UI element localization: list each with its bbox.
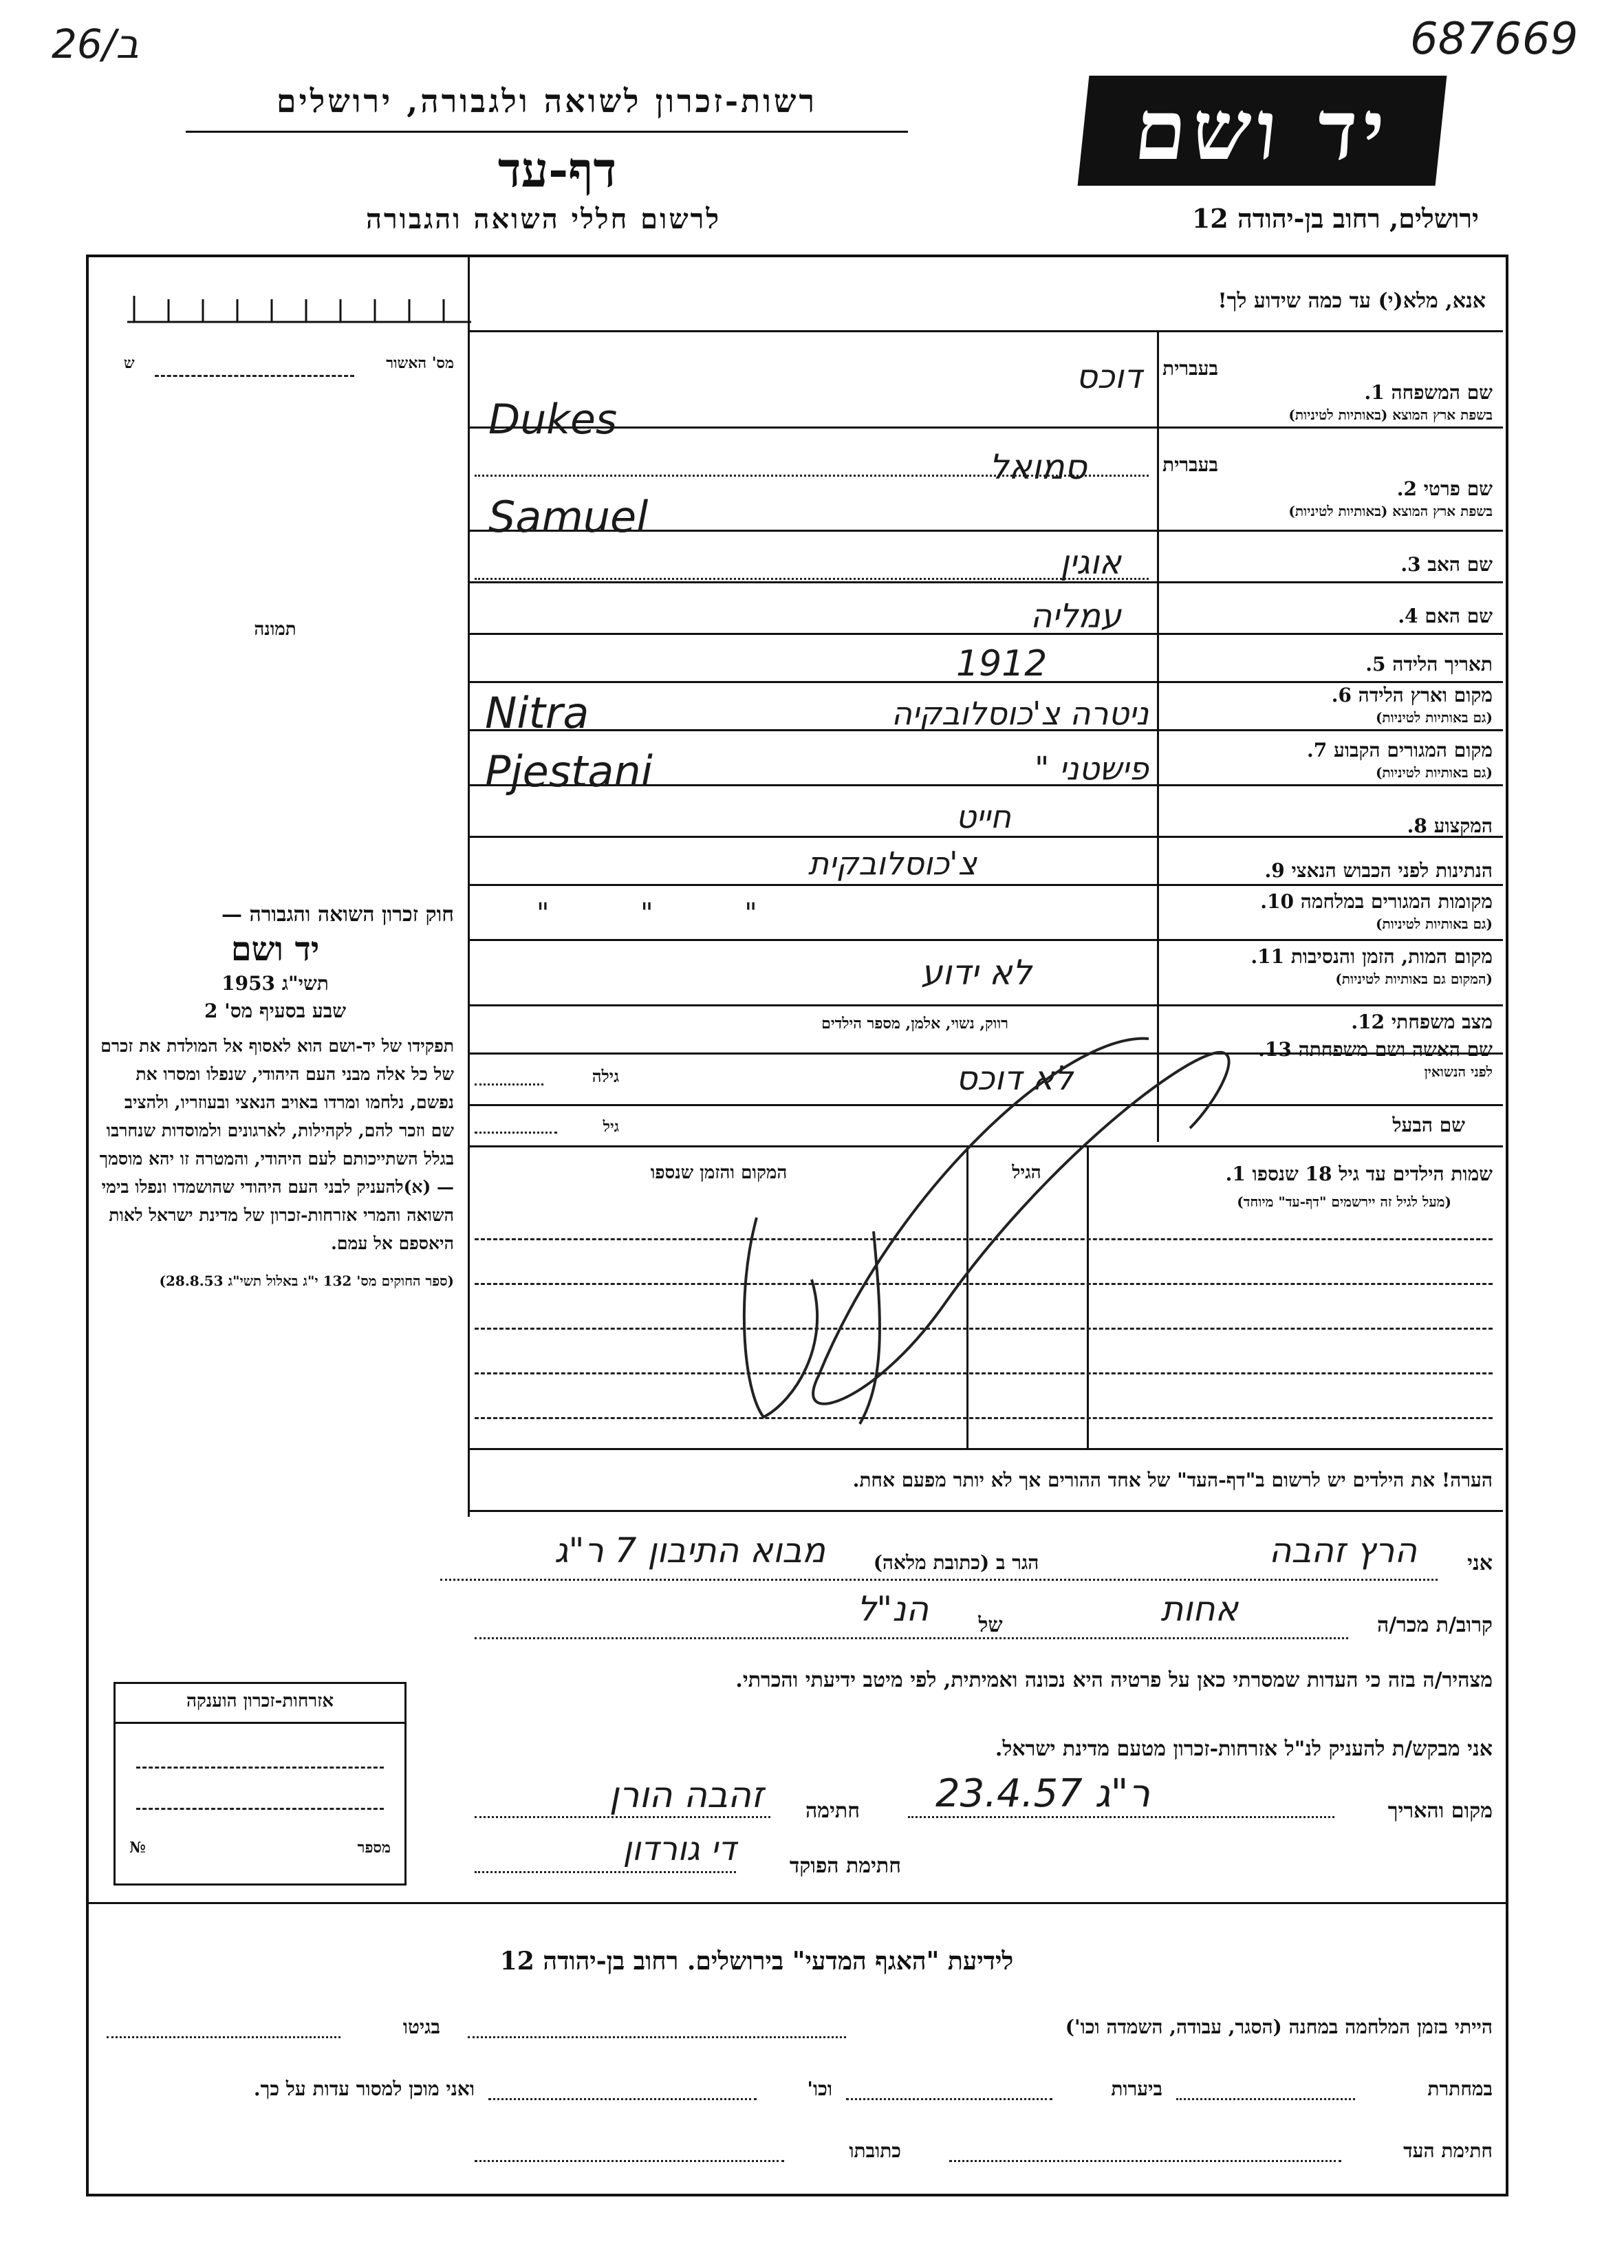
wife-name: לא דוכס [955, 1059, 1073, 1098]
father-name: אוגין [1060, 543, 1121, 582]
row-9-label: הנתינות לפני הכבוש הנאצי 9. [1264, 859, 1493, 882]
death-place: לא ידוע [920, 953, 1032, 993]
marital-status-options: רווק, נשוי, אלמן, מספר הילדים [821, 1015, 1008, 1033]
resident-label: הגר ב (כתובת מלאה) [873, 1551, 1039, 1574]
footer-forests: ביערות [1111, 2077, 1162, 2100]
surname-latin: Dukes [488, 396, 618, 444]
children-label: שמות הילדים עד גיל 18 שנספו 1. [1225, 1163, 1493, 1185]
footer-line1-camp: הייתי בזמן המלחמה במחנה (הסגר, עבודה, השמדה וכו') [1065, 2016, 1493, 2038]
row-1-lang: בעברית [1162, 357, 1219, 380]
place-date-label: מקום והאריך [1387, 1799, 1493, 1823]
husband-label: שם הבעל [1392, 1114, 1465, 1136]
nationality: צ'כוסלובקית [808, 845, 977, 882]
cert-box-title: אזרחות-זכרון הוענקה [186, 1691, 334, 1711]
firstname-latin: Samuel [488, 492, 649, 542]
row-4-label: שם האם 4. [1398, 605, 1493, 627]
row-10-label: מקומות המגורים במלחמה 10. (גם באותיות לטיניות) [1260, 890, 1493, 932]
corner-ref-right: 687669 [1410, 14, 1579, 65]
footer-testimony: ואני מוכן למסור עדות על כך. [253, 2077, 475, 2100]
birthplace-hebrew: ניטרה צ'כוסלובקיה [891, 695, 1149, 732]
law-heading: חוק זכרון השואה והגבורה — [221, 903, 454, 927]
row-5-label: תאריך הלידה 5. [1365, 653, 1493, 676]
firstname-hebrew: סמואל [989, 447, 1087, 487]
signature-label: חתימה [805, 1799, 860, 1823]
children-note: הערה! את הילדים יש לרשום ב"דף-העד" של אחד ההורים אך לא יותר מפעם אחת. [852, 1469, 1493, 1491]
relative-value: אחות [1160, 1589, 1238, 1629]
place-date-value: ר"ג 23.4.57 [935, 1771, 1150, 1816]
children-age-header: הגיל [1012, 1163, 1041, 1183]
row-6-label: מקום וארץ הלידה 6. (גם באותיות לטיניות) [1331, 684, 1493, 726]
residence-latin: Pjestani [485, 746, 653, 797]
certificate-label: מס' האשור [386, 354, 454, 372]
row-8-label: המקצוע 8. [1407, 814, 1493, 837]
corner-ref-left: 26/ב [52, 21, 139, 67]
pen-cross-out-strokes [653, 1018, 1273, 1431]
law-reference: (ספר החוקים מס' 132 י"ג באלול תשי"ג 28.8.53) [159, 1273, 454, 1289]
law-logo: יד ושם [230, 930, 320, 969]
row-7-label: מקום המגורים הקבוע 7. (גם באותיות לטיניות) [1307, 739, 1493, 781]
declarant-name: הרץ זהבה [1268, 1531, 1417, 1570]
birthplace-latin: Nitra [485, 688, 589, 738]
wartime-residence: " " " [537, 898, 799, 929]
birth-label-13: גילה [592, 1066, 619, 1086]
cert-box-number: מספר [357, 1839, 391, 1857]
signature-value: זהבה הורן [609, 1775, 764, 1816]
declaration-statement: מצהיר/ה בזה כי העדות שמסרתי כאן על פרטיה היא נכונה ואמיתית, לפי מיטב ידיעתי והכרתי. [735, 1668, 1493, 1692]
declarant-label: אני [1467, 1551, 1493, 1575]
footer-address: כתובתו [849, 2139, 901, 2162]
of-label: של [978, 1613, 1003, 1637]
residence-hebrew: פישטני " [1035, 750, 1149, 787]
certificate-suffix: ש [124, 354, 135, 372]
law-sidebar [96, 901, 454, 1290]
yad-vashem-logo: יד ושם [1078, 76, 1447, 186]
age-label: גיל [603, 1118, 619, 1136]
row-2-label: שם פרטי 2. בשפת ארץ המוצא (באותיות לטיניות) [1288, 477, 1493, 519]
memorial-citizenship-box: אזרחות-זכרון הוענקה מספר № [113, 1682, 407, 1886]
declaration-request: אני מבקש/ת להעניק לנ"ל אזרחות-זכרון מטעם מדינת ישראל. [995, 1737, 1493, 1761]
relative-label: קרוב/ת מכר/ה [1376, 1613, 1493, 1637]
law-clause: שבע בסעיף מס' 2 [204, 1000, 347, 1022]
form-title: דף-עד [497, 141, 617, 198]
authority-title: רשות-זכרון לשואה ולגבורה, ירושלים [276, 83, 818, 120]
footer-underground: במחתרת [1427, 2077, 1493, 2100]
footer-witness-signature: חתימת העד [1403, 2139, 1493, 2162]
children-place-header: המקום והזמן שנספו [650, 1163, 788, 1183]
row-2-lang: בעברית [1162, 453, 1219, 476]
row-12-label: מצב משפחתי 12. [1351, 1011, 1493, 1033]
photo-label: תמונה [254, 619, 296, 640]
mother-name: עמליה [1030, 597, 1121, 636]
law-text: תפקידו של יד-ושם הוא לאסוף אל המולדת את זכרם של כל אלה מבני העם היהודי, שנפלו ומסרו את נפשם, נלחמו ומרדו באויב הנאצי ובעוזריו, ולהציב שם וזכר להם, לקהילות, לארגונים ולמוסדות שנחרבו בגלל השתייכותם לעם היהודי, והמטרה זו יהא מוסמך — (א)להעניק לבני העם היהודי שהושמדו ונפלו בימי השואה והמרי אזרחות-זכרון של מדינת ישראל לאות היאספם אל עמם. [99, 1036, 454, 1253]
address: ירושלים, רחוב בן-יהודה 12 [1191, 203, 1479, 234]
officer-signature: די גורדון [622, 1830, 736, 1868]
declarant-address: מבוא התיבון 7 ר"ג [554, 1531, 825, 1570]
form-intro: אנא, מלא(י) עד כמה שידוע לך! [1217, 289, 1486, 313]
row-13-label: שם האשה ושם משפחתה 13. לפני הנשואין [1258, 1038, 1493, 1080]
footer-heading: לידיעת "האגף המדעי" בירושלים. רחוב בן-יהודה 12 [499, 1947, 1014, 1976]
of-value: הנ"ל [856, 1589, 929, 1629]
form-subtitle: לרשום חללי השואה והגבורה [365, 203, 722, 235]
law-year: תשי"ג 1953 [221, 972, 329, 995]
surname-hebrew: דוכס [1076, 358, 1142, 396]
footer-line1-ghetto: בגיטו [402, 2016, 440, 2038]
profession: חייט [955, 798, 1011, 835]
row-11-label: מקום המות, הזמן והנסיבות 11. (המקום גם באותיות לטיניות) [1251, 945, 1493, 987]
row-1-label: שם המשפחה 1. בשפת ארץ המוצא (באותיות לטיניות) [1288, 381, 1493, 423]
birth-date: 1912 [956, 643, 1048, 684]
children-sublabel: (מעל לגיל זה יירשמים "דף-עד" מיוחד) [1237, 1194, 1451, 1210]
tick-ruler [127, 296, 471, 323]
footer-etc: וכו' [807, 2077, 832, 2100]
officer-label: חתימת הפוקד [789, 1854, 901, 1878]
row-3-label: שם האב 3. [1400, 553, 1493, 576]
